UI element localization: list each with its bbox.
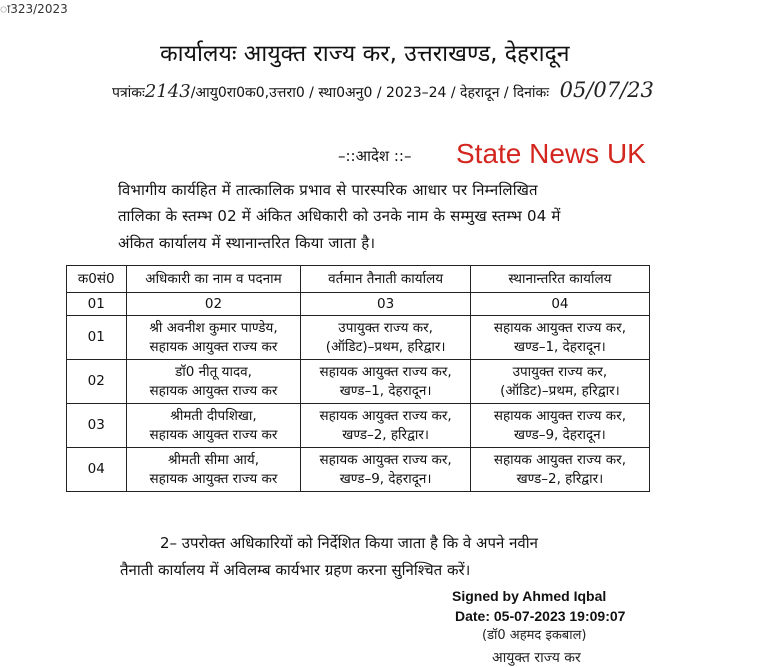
column-number: 01 xyxy=(67,293,127,316)
officer-designation: सहायक आयुक्त राज्य कर xyxy=(149,382,278,399)
current-office-line1: सहायक आयुक्त राज्य कर, xyxy=(319,451,452,468)
new-office-line1: सहायक आयुक्त राज्य कर, xyxy=(493,407,626,424)
ref-date-handwritten: 05/07/23 xyxy=(559,78,654,102)
current-office-line2: खण्ड–1, देहरादून। xyxy=(339,382,432,399)
current-office-cell xyxy=(301,448,470,492)
current-office-cell xyxy=(301,404,470,448)
new-office-cell xyxy=(470,448,649,492)
current-office-line2: खण्ड–9, देहरादून। xyxy=(339,470,432,487)
digital-signature-name: Signed by Ahmed Iqbal xyxy=(452,588,607,604)
intro-line-3: अंकित कार्यालय में स्थानान्तरित किया जाता है। xyxy=(118,234,376,252)
current-office-line1: सहायक आयुक्त राज्य कर, xyxy=(319,363,452,380)
ref-body: /आयु0रा0क0,उत्तरा0 / स्था0अनु0 / 2023–24 / देहरादून / दिनांकः xyxy=(190,85,550,101)
new-office-line2: खण्ड–2, हरिद्वार। xyxy=(516,470,604,487)
officer-designation: सहायक आयुक्त राज्य कर xyxy=(149,426,278,443)
column-number-row xyxy=(67,293,650,316)
office-title: कार्यालयः आयुक्त राज्य कर, उत्तराखण्ड, देहरादून xyxy=(160,41,570,67)
new-office-line1: सहायक आयुक्त राज्य कर, xyxy=(493,451,626,468)
column-number: 04 xyxy=(470,293,649,316)
officer-name: श्री अवनीश कुमार पाण्डेय, xyxy=(149,319,278,336)
officer-designation: सहायक आयुक्त राज्य कर xyxy=(149,470,278,487)
officer-cell xyxy=(126,360,301,404)
intro-line-2: तालिका के स्तम्भ 02 में अंकित अधिकारी को उनके नाम के सम्मुख स्तम्भ 04 में xyxy=(118,207,561,225)
watermark-text: State News UK xyxy=(456,138,646,169)
instruction-line-2: तैनाती कार्यालय में अविलम्ब कार्यभार ग्रहण करना सुनिश्चित करें। xyxy=(120,561,471,579)
officer-designation: सहायक आयुक्त राज्य कर xyxy=(149,338,278,355)
current-office-line2: (ऑडिट)–प्रथम, हरिद्वार। xyxy=(325,338,446,355)
transfer-table xyxy=(66,265,650,492)
digital-signature-date: Date: 05-07-2023 19:09:07 xyxy=(455,608,626,624)
order-heading: –::आदेश ::– xyxy=(338,147,412,165)
header-current-office: वर्तमान तैनाती कार्यालय xyxy=(301,266,470,293)
serial-cell: 02 xyxy=(67,360,127,404)
current-office-line1: उपायुक्त राज्य कर, xyxy=(338,319,433,336)
header-officer: अधिकारी का नाम व पदनाम xyxy=(126,266,301,293)
signatory-designation: आयुक्त राज्य कर xyxy=(492,650,581,666)
column-number: 03 xyxy=(301,293,470,316)
officer-cell xyxy=(126,448,301,492)
letter-reference-line xyxy=(112,78,654,102)
serial-cell: 03 xyxy=(67,404,127,448)
officer-name: श्रीमती दीपशिखा, xyxy=(170,407,257,424)
table-row xyxy=(67,316,650,360)
signatory-name-hindi: (डॉ0 अहमद इकबाल) xyxy=(482,628,587,643)
instruction-line-1: 2– उपरोक्त अधिकारियों को निर्देशित किया जाता है कि वे अपने नवीन xyxy=(160,534,538,552)
current-office-line2: खण्ड–2, हरिद्वार। xyxy=(342,426,429,443)
table-row xyxy=(67,448,650,492)
new-office-line1: उपायुक्त राज्य कर, xyxy=(512,363,608,380)
current-office-line1: सहायक आयुक्त राज्य कर, xyxy=(319,407,452,424)
officer-name: डॉ0 नीतू यादव, xyxy=(175,363,252,380)
ref-prefix: पत्रांकः xyxy=(112,85,145,101)
table-row xyxy=(67,404,650,448)
document-reference-corner: ा323/2023 xyxy=(0,2,68,16)
new-office-cell xyxy=(470,360,649,404)
officer-name: श्रीमती सीमा आर्य, xyxy=(167,451,259,468)
new-office-line2: खण्ड–1, देहरादून। xyxy=(514,338,606,355)
officer-cell xyxy=(126,404,301,448)
new-office-cell xyxy=(470,316,649,360)
current-office-cell xyxy=(301,360,470,404)
table-row xyxy=(67,360,650,404)
intro-line-1: विभागीय कार्यहित में तात्कालिक प्रभाव से पारस्परिक आधार पर निम्नलिखित xyxy=(118,181,538,199)
ref-number-handwritten: 2143 xyxy=(144,81,191,102)
new-office-line2: खण्ड–9, देहरादून। xyxy=(514,426,606,443)
current-office-cell xyxy=(301,316,470,360)
serial-cell: 04 xyxy=(67,448,127,492)
table-header-row xyxy=(67,266,650,293)
header-serial: क0सं0 xyxy=(67,266,127,293)
new-office-cell xyxy=(470,404,649,448)
column-number: 02 xyxy=(126,293,301,316)
header-transferred-office: स्थानान्तरित कार्यालय xyxy=(470,266,649,293)
new-office-line1: सहायक आयुक्त राज्य कर, xyxy=(493,319,626,336)
serial-cell: 01 xyxy=(67,316,127,360)
new-office-line2: (ऑडिट)–प्रथम, हरिद्वार। xyxy=(500,382,620,399)
officer-cell xyxy=(126,316,301,360)
